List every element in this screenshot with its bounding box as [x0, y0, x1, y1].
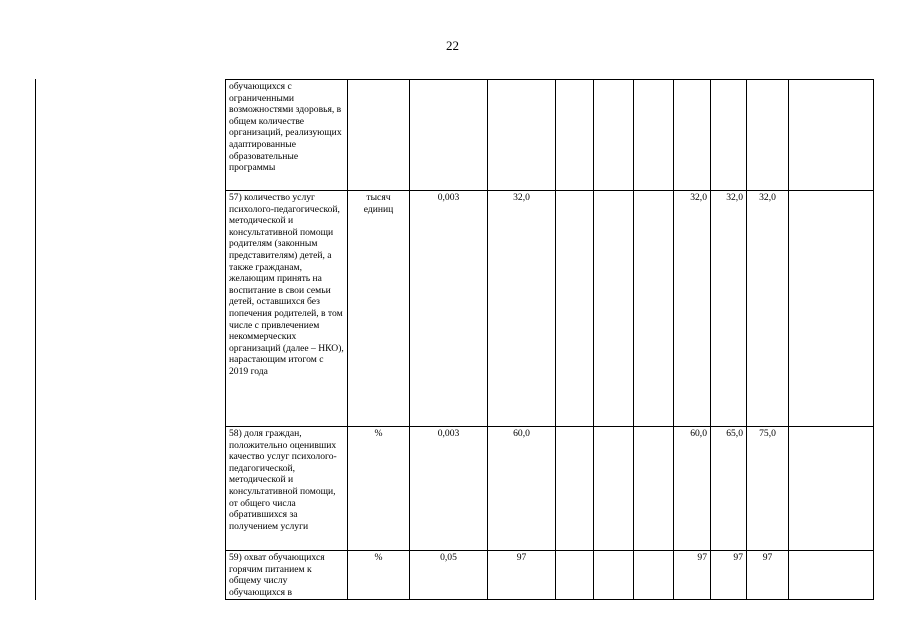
value-cell — [789, 191, 874, 427]
value-cell — [634, 191, 674, 427]
value-cell — [789, 80, 874, 191]
value-cell: 60,0 — [674, 427, 711, 551]
base-value-cell: 97 — [488, 551, 556, 600]
value-cell — [594, 80, 634, 191]
value-cell — [674, 80, 711, 191]
value-cell — [789, 551, 874, 600]
page-number: 22 — [446, 38, 459, 53]
value-cell — [556, 551, 594, 600]
indicator-description: 59) охват обучающихся горячим питанием к общему числу обучающихся в — [226, 551, 348, 600]
value-cell: 32,0 — [711, 191, 747, 427]
weight-cell: 0,003 — [410, 191, 488, 427]
value-cell — [556, 191, 594, 427]
value-cell: 97 — [747, 551, 789, 600]
value-cell — [789, 427, 874, 551]
value-cell — [634, 427, 674, 551]
weight-cell: 0,003 — [410, 427, 488, 551]
value-cell: 97 — [711, 551, 747, 600]
value-cell: 32,0 — [747, 191, 789, 427]
value-cell — [747, 80, 789, 191]
value-cell: 32,0 — [674, 191, 711, 427]
table-row — [226, 80, 874, 191]
value-cell: 75,0 — [747, 427, 789, 551]
table-row — [226, 191, 874, 427]
indicators-table — [225, 79, 874, 600]
weight-cell: 0,05 — [410, 551, 488, 600]
value-cell: 65,0 — [711, 427, 747, 551]
table-left-border — [35, 79, 36, 600]
unit-cell — [348, 80, 410, 191]
value-cell: 97 — [674, 551, 711, 600]
base-value-cell: 32,0 — [488, 191, 556, 427]
table-row — [226, 551, 874, 600]
weight-cell — [410, 80, 488, 191]
value-cell — [556, 427, 594, 551]
indicator-description: 58) доля граждан, положительно оценивших качество услуг психолого-педагогической, методической и консультативной помощи, от общего числа обратившихся за получением услуги — [226, 427, 348, 551]
value-cell — [711, 80, 747, 191]
unit-cell: % — [348, 551, 410, 600]
value-cell — [634, 80, 674, 191]
indicator-description: 57) количество услуг психолого-педагогической, методической и консультативной помощи родителям (законным представителям) детей, а также гражданам, желающим принять на воспитание в свои семьи детей, оставшихся без попечения родителей, в том числе с привлечением некоммерческих организаций (далее – НКО), нарастающим итогом с 2019 года — [226, 191, 348, 427]
value-cell — [634, 551, 674, 600]
unit-cell: % — [348, 427, 410, 551]
table-row — [226, 427, 874, 551]
value-cell — [594, 191, 634, 427]
value-cell — [594, 427, 634, 551]
value-cell — [556, 80, 594, 191]
base-value-cell: 60,0 — [488, 427, 556, 551]
unit-cell: тысяч единиц — [348, 191, 410, 427]
indicator-description: обучающихся с ограниченными возможностями здоровья, в общем количестве организаций, реализующих адаптированные образовательные программы — [226, 80, 348, 191]
value-cell — [594, 551, 634, 600]
base-value-cell — [488, 80, 556, 191]
